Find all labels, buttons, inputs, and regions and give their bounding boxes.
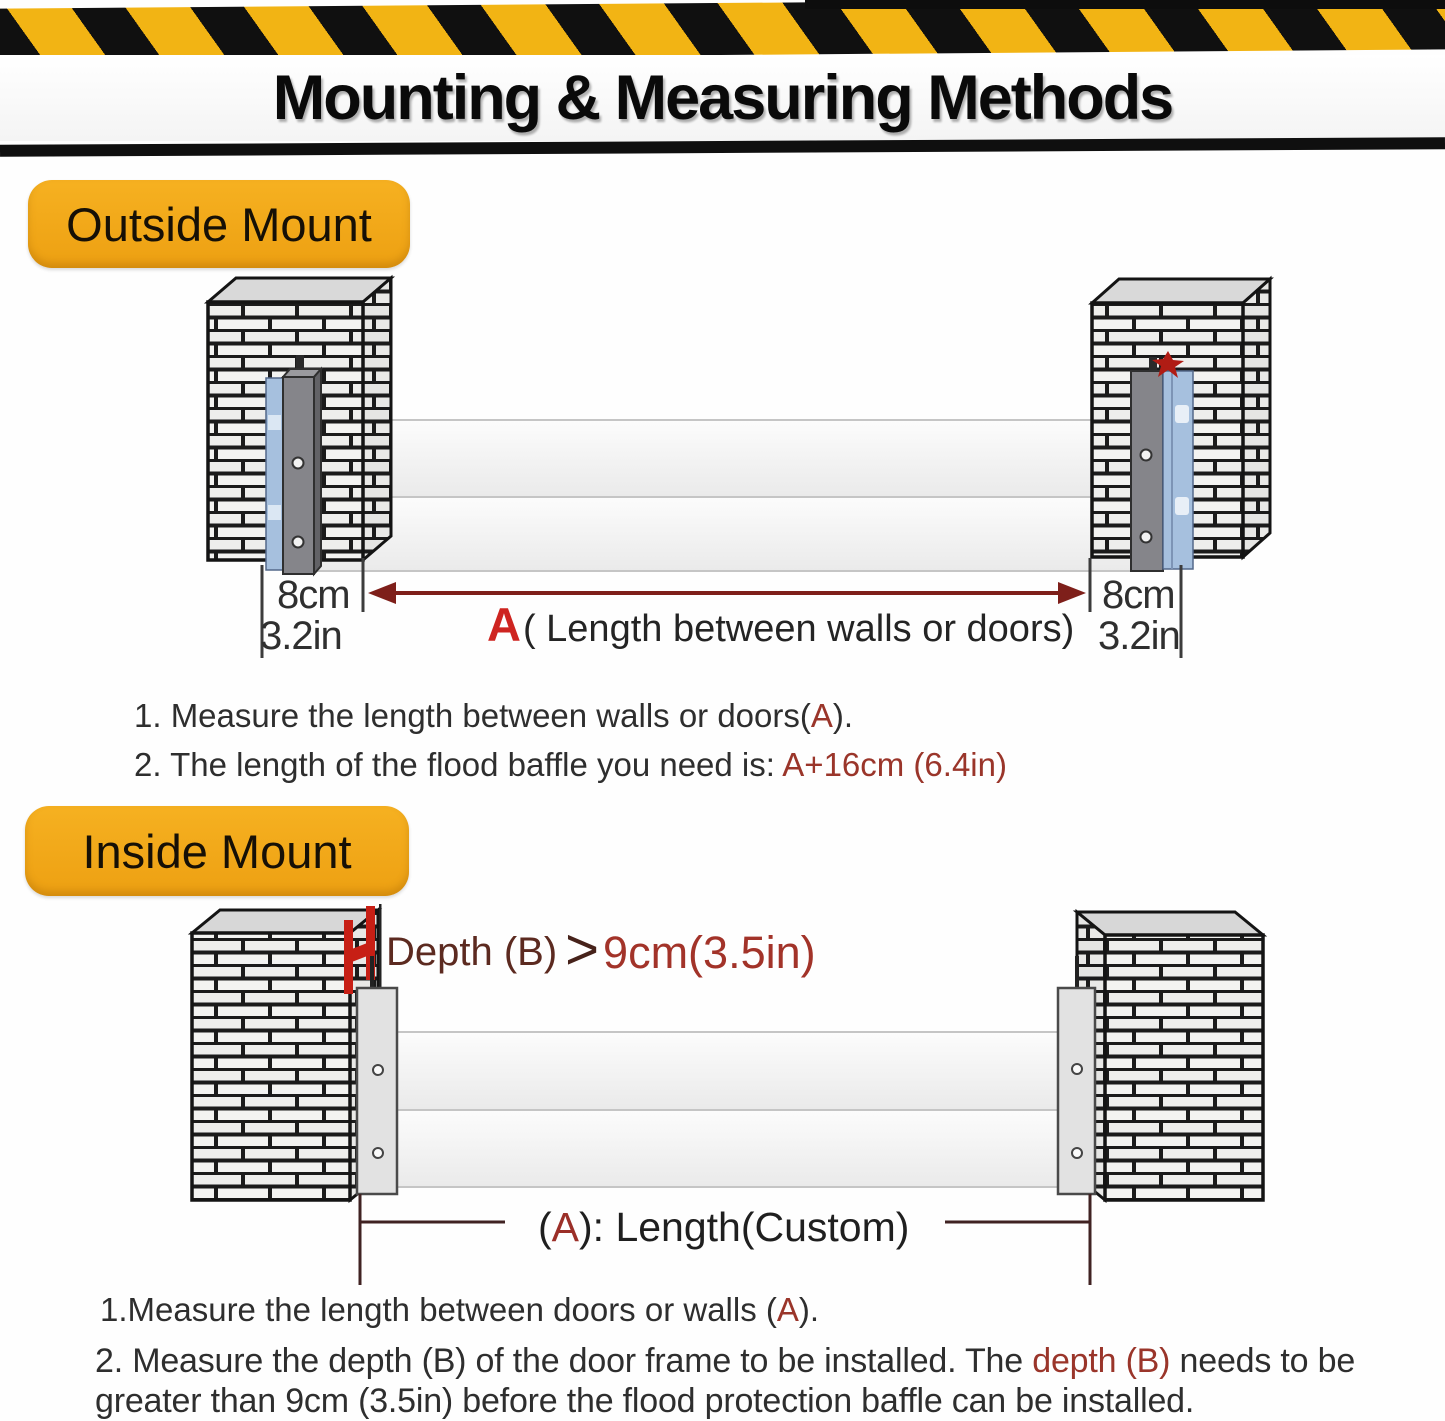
seal-strip-blue bbox=[266, 378, 283, 570]
outside-step-2 bbox=[134, 746, 1007, 784]
pillar-top-face bbox=[208, 278, 391, 302]
bracket-side-face bbox=[314, 369, 321, 574]
step-text: 2. Measure the depth (B) of the door frame to be installed. The bbox=[95, 1342, 1033, 1380]
step-highlight: A bbox=[810, 697, 833, 734]
inside-step-1 bbox=[100, 1291, 819, 1329]
span-length-label bbox=[487, 597, 1074, 652]
outside-mount-badge bbox=[28, 180, 410, 268]
flood-baffle bbox=[310, 420, 1135, 571]
right-channel-bracket bbox=[1058, 956, 1095, 1194]
step-text: needs to be greater than 9cm (3.5in) before the flood protection baffle can be installed. bbox=[95, 1342, 1356, 1420]
screw-hole bbox=[1072, 1148, 1082, 1158]
label-text: ( bbox=[538, 1204, 552, 1250]
screw-hole bbox=[1072, 1064, 1082, 1074]
pillar-front-face bbox=[1105, 935, 1263, 1200]
screw-hole bbox=[293, 458, 304, 469]
anchor-bolt bbox=[1075, 956, 1079, 988]
pillar-front-face bbox=[192, 933, 350, 1200]
anchor-bolt bbox=[370, 956, 374, 988]
pillar-top-face bbox=[1077, 912, 1263, 935]
step-text: 2. The length of the flood baffle you need is: bbox=[134, 746, 783, 783]
depth-requirement-label bbox=[386, 916, 816, 989]
left-offset-cm: 8cm bbox=[277, 573, 350, 617]
baffle-bottom-panel bbox=[390, 1110, 1070, 1187]
channel-body bbox=[1058, 988, 1095, 1194]
step-text: 1. Measure the length between walls or doors( bbox=[134, 697, 811, 734]
flood-baffle bbox=[390, 1032, 1070, 1187]
seal-strip-mark bbox=[1175, 405, 1189, 423]
right-wall-pillar bbox=[1077, 912, 1263, 1200]
baffle-top-panel bbox=[310, 420, 1135, 497]
pillar-side-face bbox=[1243, 279, 1270, 557]
right-mounting-bracket bbox=[1131, 351, 1193, 571]
screw-hole bbox=[1141, 532, 1152, 543]
step-highlight: A+16cm (6.4in) bbox=[782, 746, 1007, 783]
span-marker-a: A bbox=[487, 598, 521, 651]
inside-step-2 bbox=[95, 1341, 1435, 1421]
pillar-side-face bbox=[363, 278, 391, 560]
outside-mount-badge-label: Outside Mount bbox=[66, 197, 372, 251]
left-channel-bracket bbox=[357, 956, 397, 1194]
step-highlight: A bbox=[776, 1291, 799, 1328]
step-text: ). bbox=[798, 1291, 820, 1328]
step-text: 1.Measure the length between doors or walls ( bbox=[100, 1291, 777, 1328]
screw-hole bbox=[1141, 450, 1152, 461]
depth-value: 9cm(3.5in) bbox=[603, 926, 816, 978]
title-band bbox=[0, 55, 1445, 141]
outside-step-1 bbox=[134, 697, 853, 735]
greater-than-sign: > bbox=[565, 917, 600, 982]
seal-strip-mark bbox=[1175, 497, 1189, 515]
hazard-tape-edge bbox=[805, 0, 1445, 9]
right-offset-inch: 3.2in bbox=[1098, 614, 1180, 658]
inside-mount-badge-label: Inside Mount bbox=[82, 824, 352, 878]
label-highlight-a: A bbox=[551, 1204, 580, 1250]
label-text: ): Length(Custom) bbox=[579, 1204, 910, 1250]
frame-edge-line bbox=[379, 904, 382, 990]
screw-hole bbox=[373, 1065, 383, 1075]
channel-body bbox=[357, 988, 397, 1194]
baffle-bottom-panel bbox=[310, 497, 1135, 571]
screw-hole bbox=[293, 537, 304, 548]
step-text: ). bbox=[832, 697, 854, 734]
baffle-top-panel bbox=[390, 1032, 1070, 1110]
hazard-tape bbox=[0, 0, 1445, 61]
step-highlight: depth (B) bbox=[1032, 1342, 1171, 1380]
right-offset-cm: 8cm bbox=[1102, 573, 1175, 617]
pillar-top-face bbox=[1092, 279, 1270, 303]
custom-length-label bbox=[538, 1204, 909, 1251]
seal-strip-blue bbox=[1163, 371, 1193, 569]
depth-label-text: Depth (B) bbox=[386, 930, 558, 974]
left-mounting-bracket bbox=[266, 355, 321, 574]
seal-strip-mark bbox=[268, 415, 281, 430]
left-offset-inch: 3.2in bbox=[260, 614, 342, 658]
screw-hole bbox=[373, 1148, 383, 1158]
page-title: Mounting & Measuring Methods bbox=[272, 63, 1173, 133]
span-label-text: ( Length between walls or doors) bbox=[522, 608, 1075, 650]
inside-mount-badge bbox=[25, 806, 409, 896]
seal-strip-mark bbox=[268, 505, 281, 520]
